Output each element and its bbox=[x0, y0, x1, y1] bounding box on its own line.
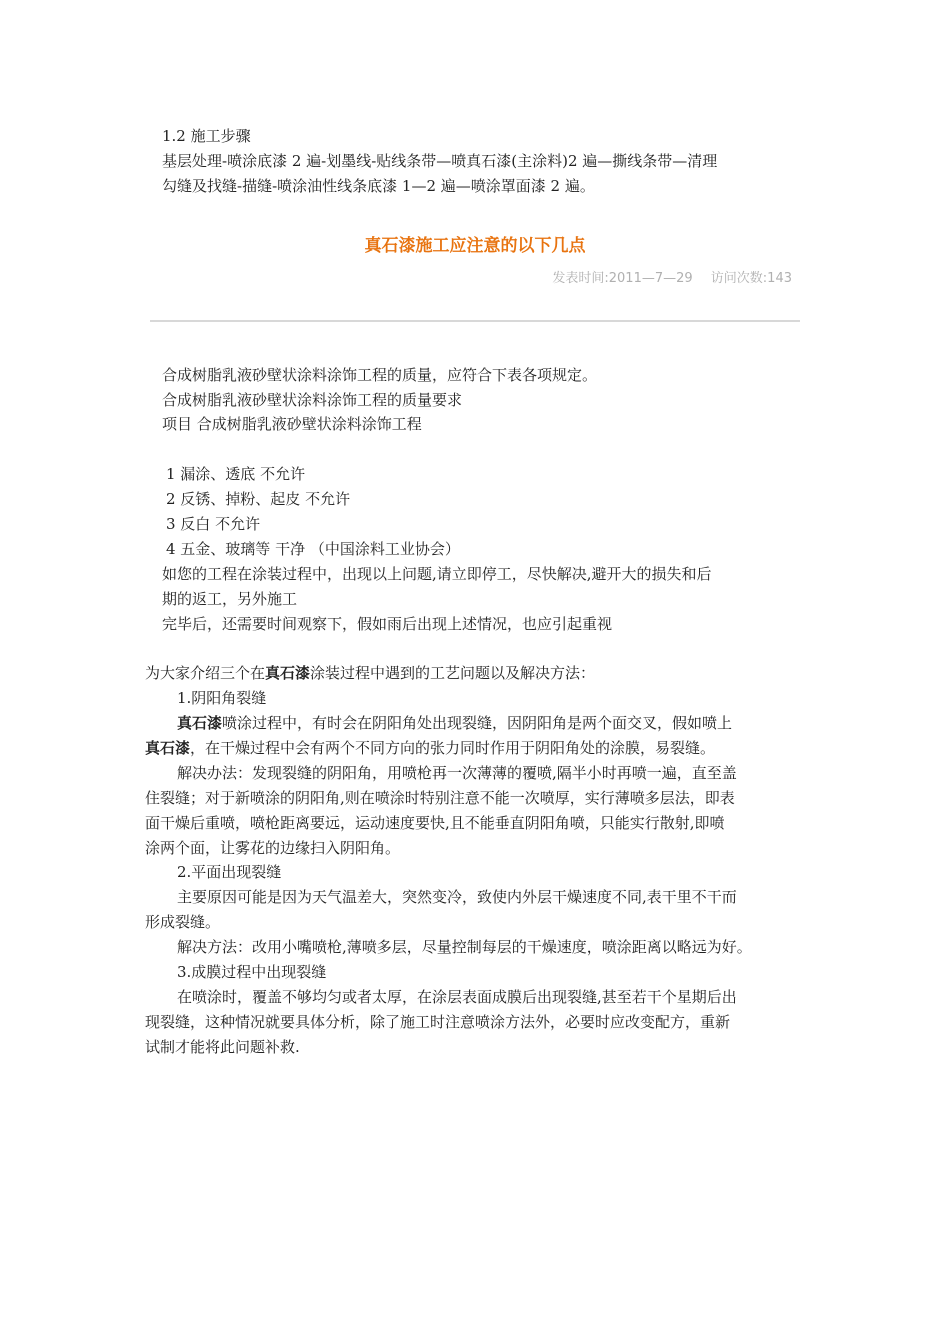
quality-line: 合成树脂乳液砂壁状涂料涂饰工程的质量，应符合下表各项规定。 bbox=[162, 366, 598, 384]
article-title: 真石漆施工应注意的以下几点 bbox=[364, 236, 586, 256]
problem-2-solution: 解决方法：改用小嘴喷枪,薄喷多层，尽量控制每层的干燥速度，喷涂距离以略远为好。 bbox=[177, 938, 752, 956]
quality-item: 2 反锈、掉粉、起皮 不允许 bbox=[166, 490, 351, 508]
problem-2-cause: 形成裂缝。 bbox=[145, 913, 221, 931]
steps-line-2: 勾缝及找缝-描缝-喷涂油性线条底漆 1—2 遍—喷涂罩面漆 2 遍。 bbox=[162, 177, 595, 195]
problem-2-heading: 2.平面出现裂缝 bbox=[177, 863, 282, 881]
quality-item: 1 漏涂、透底 不允许 bbox=[166, 465, 306, 483]
quality-item: 3 反白 不允许 bbox=[166, 515, 261, 533]
keyword: 真石漆 bbox=[177, 714, 223, 732]
steps-line-1: 基层处理-喷涂底漆 2 遍-划墨线-贴线条带—喷真石漆(主涂料)2 遍—撕线条带—清理 bbox=[162, 152, 718, 170]
keyword: 真石漆 bbox=[265, 664, 311, 682]
quality-note: 期的返工，另外施工 bbox=[162, 590, 298, 608]
quality-item: 4 五金、玻璃等 干净 （中国涂料工业协会） bbox=[166, 540, 460, 558]
problem-1-heading: 1.阴阳角裂缝 bbox=[177, 689, 267, 707]
problem-2-cause: 主要原因可能是因为天气温差大，突然变冷，致使内外层干燥速度不同,表干里不干而 bbox=[177, 888, 737, 906]
visit-count: 访问次数:143 bbox=[710, 271, 792, 286]
quality-note: 完毕后，还需要时间观察下，假如雨后出现上述情况，也应引起重视 bbox=[162, 615, 613, 633]
quality-line: 合成树脂乳液砂壁状涂料涂饰工程的质量要求 bbox=[162, 391, 463, 409]
problem-1-solution: 面干燥后重喷，喷枪距离要远，运动速度要快,且不能垂直阴阳角喷，只能实行散射,即喷 bbox=[145, 814, 725, 832]
problem-1-solution: 住裂缝；对于新喷涂的阴阳角,则在喷涂时特别注意不能一次喷厚，实行薄喷多层法，即表 bbox=[145, 789, 735, 807]
problems-intro: 为大家介绍三个在真石漆涂装过程中遇到的工艺问题以及解决方法： bbox=[145, 664, 596, 682]
quality-note: 如您的工程在涂装过程中，出现以上问题,请立即停工，尽快解决,避开大的损失和后 bbox=[162, 565, 712, 583]
problem-3-text: 现裂缝，这种情况就要具体分析，除了施工时注意喷涂方法外，必要时应改变配方，重新 bbox=[145, 1013, 731, 1031]
publish-date: 发表时间:2011—7—29 bbox=[552, 271, 693, 286]
problem-3-text: 试制才能将此问题补救. bbox=[145, 1038, 300, 1056]
steps-heading: 1.2 施工步骤 bbox=[162, 127, 251, 145]
quality-line: 项目 合成树脂乳液砂壁状涂料涂饰工程 bbox=[162, 415, 422, 433]
problem-1-text: 真石漆，在干燥过程中会有两个不同方向的张力同时作用于阴阳角处的涂膜，易裂缝。 bbox=[145, 739, 716, 757]
problem-1-text: 真石漆喷涂过程中，有时会在阴阳角处出现裂缝，因阴阳角是两个面交叉，假如喷上 bbox=[177, 714, 733, 732]
problem-3-text: 在喷涂时，覆盖不够均匀或者太厚，在涂层表面成膜后出现裂缝,甚至若干个星期后出 bbox=[177, 988, 737, 1006]
problem-3-heading: 3.成膜过程中出现裂缝 bbox=[177, 963, 327, 981]
keyword: 真石漆 bbox=[145, 739, 191, 757]
problem-1-solution: 解决办法：发现裂缝的阴阳角，用喷枪再一次薄薄的覆喷,隔半小时再喷一遍，直至盖 bbox=[177, 764, 737, 782]
title-divider bbox=[150, 320, 800, 322]
problem-1-solution: 涂两个面，让雾花的边缘扫入阴阳角。 bbox=[145, 839, 401, 857]
article-meta bbox=[538, 267, 792, 286]
